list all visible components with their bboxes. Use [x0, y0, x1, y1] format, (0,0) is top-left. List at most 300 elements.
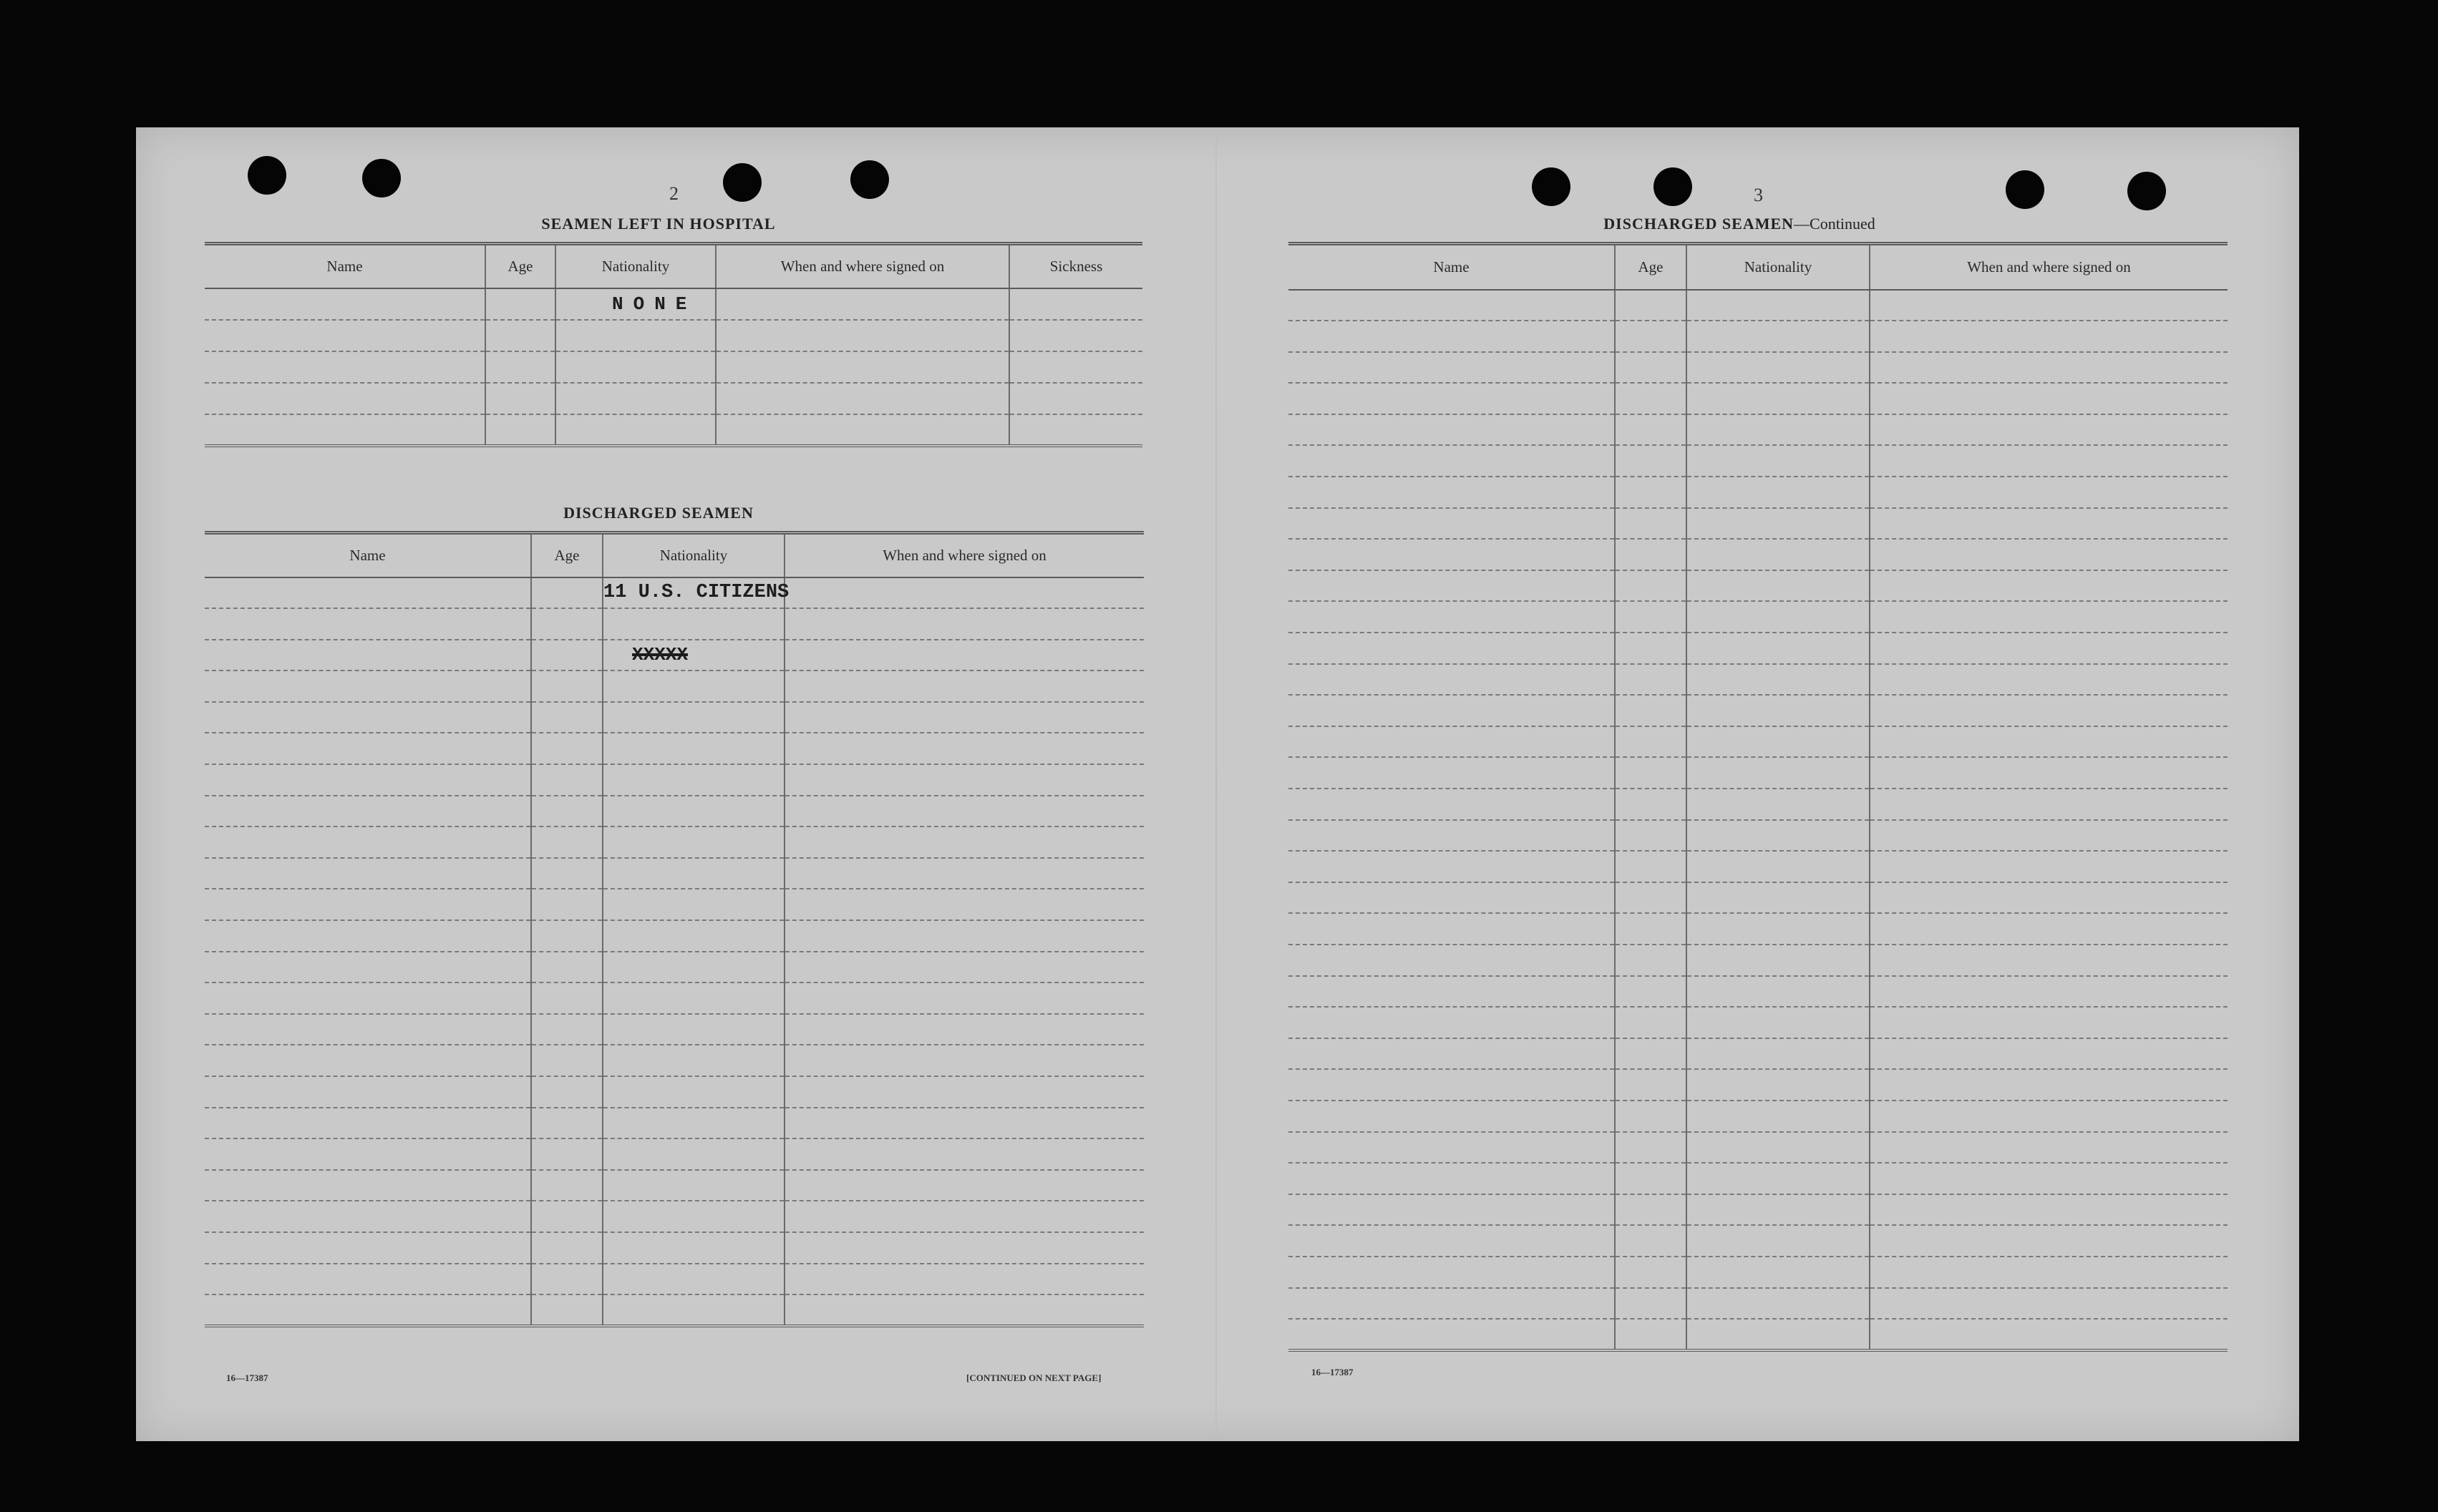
ledger-cell: [1009, 351, 1142, 383]
ledger-cell: [1686, 1163, 1870, 1194]
table-row: [1288, 913, 2228, 945]
ledger-cell: [1686, 445, 1870, 477]
ledger-cell: [1615, 352, 1686, 384]
col-header-signed-on: When and where signed on: [1870, 244, 2228, 290]
ledger-cell: [1870, 1194, 2228, 1226]
ledger-cell: [531, 670, 603, 702]
ledger-cell: [1288, 820, 1615, 852]
ledger-cell: [531, 577, 603, 609]
ledger-cell: [1288, 1007, 1615, 1038]
ledger-cell: [1615, 633, 1686, 664]
ledger-cell: [1870, 726, 2228, 758]
ledger-cell: [485, 288, 555, 320]
ledger-cell: [1615, 945, 1686, 976]
ledger-cell: [205, 1045, 531, 1076]
table-row: [205, 858, 1144, 889]
ledger-cell: [716, 414, 1009, 446]
table-row: [1288, 882, 2228, 914]
col-header-age: Age: [531, 533, 603, 577]
table-row: [1288, 414, 2228, 446]
ledger-cell: [785, 826, 1144, 858]
ledger-cell: [716, 383, 1009, 414]
ledger-cell: [1288, 695, 1615, 726]
ledger-cell: [1870, 664, 2228, 696]
ledger-cell: [1615, 601, 1686, 633]
ledger-cell: [603, 952, 785, 983]
ledger-cell: [785, 1170, 1144, 1201]
ledger-cell: [1686, 1101, 1870, 1132]
ledger-cell: [1615, 570, 1686, 602]
table-row: [1288, 976, 2228, 1008]
table-row: [1288, 820, 2228, 852]
ledger-cell: [1009, 288, 1142, 320]
ledger-cell: [1870, 1319, 2228, 1350]
ledger-cell: [785, 1201, 1144, 1232]
ledger-cell: [1686, 570, 1870, 602]
ledger-cell: [603, 640, 785, 671]
ledger-cell: [1288, 477, 1615, 508]
ledger-cell: [205, 1201, 531, 1232]
ledger-cell: [1686, 1007, 1870, 1038]
ledger-cell: [1288, 570, 1615, 602]
table-row: [205, 1138, 1144, 1170]
ledger-cell: [785, 796, 1144, 827]
ledger-cell: [531, 920, 603, 952]
ledger-cell: [1686, 601, 1870, 633]
table-row: [205, 952, 1144, 983]
ledger-cell: [485, 383, 555, 414]
form-number-left: 16—17387: [226, 1372, 268, 1383]
ledger-cell: [716, 351, 1009, 383]
ledger-cell: [531, 1108, 603, 1139]
ledger-cell: [785, 1232, 1144, 1264]
col-header-sickness: Sickness: [1009, 244, 1142, 288]
ledger-cell: [485, 320, 555, 351]
ledger-cell: [1686, 477, 1870, 508]
ledger-cell: [603, 733, 785, 764]
ledger-cell: [1870, 570, 2228, 602]
col-header-age: Age: [1615, 244, 1686, 290]
ledger-cell: [485, 414, 555, 446]
ledger-cell: [1870, 445, 2228, 477]
table-row: [205, 1108, 1144, 1139]
ledger-cell: [1870, 1257, 2228, 1288]
ledger-cell: [1615, 1225, 1686, 1257]
ledger-cell: [1288, 1257, 1615, 1288]
ledger-cell: [1870, 757, 2228, 789]
ledger-cell: [1615, 976, 1686, 1008]
ledger-cell: [785, 952, 1144, 983]
ledger-cell: [1686, 352, 1870, 384]
ledger-cell: [1870, 1288, 2228, 1320]
ledger-cell: [1615, 726, 1686, 758]
table-row: [205, 1264, 1144, 1295]
ledger-cell: [205, 1232, 531, 1264]
document-sheet: [136, 127, 2299, 1441]
ledger-cell: [1870, 477, 2228, 508]
ledger-cell: [785, 608, 1144, 640]
table-row: [205, 920, 1144, 952]
continued-note: [CONTINUED ON NEXT PAGE]: [966, 1372, 1102, 1383]
ledger-cell: [785, 702, 1144, 733]
ledger-cell: [1686, 789, 1870, 820]
ledger-cell: [205, 796, 531, 827]
ledger-cell: [785, 733, 1144, 764]
ledger-cell: [603, 826, 785, 858]
ledger-cell: [205, 1108, 531, 1139]
form-number-right: 16—17387: [1311, 1367, 1354, 1377]
ledger-cell: [1288, 508, 1615, 540]
table-row: [1288, 445, 2228, 477]
ledger-cell: [1686, 882, 1870, 914]
col-header-signed-on: When and where signed on: [716, 244, 1009, 288]
discharged-title-main: DISCHARGED SEAMEN: [1603, 215, 1794, 233]
ledger-cell: [603, 796, 785, 827]
punch-hole: [1653, 167, 1692, 206]
ledger-cell: [1870, 601, 2228, 633]
table-row: [205, 826, 1144, 858]
ledger-cell: [1686, 851, 1870, 882]
ledger-cell: [1686, 820, 1870, 852]
ledger-cell: [716, 288, 1009, 320]
table-row: [205, 733, 1144, 764]
ledger-cell: [205, 1170, 531, 1201]
table-row: [1288, 695, 2228, 726]
ledger-cell: [603, 1201, 785, 1232]
ledger-cell: [785, 982, 1144, 1014]
ledger-cell: [531, 858, 603, 889]
ledger-cell: [531, 1045, 603, 1076]
ledger-cell: [1686, 757, 1870, 789]
ledger-cell: [1686, 383, 1870, 414]
ledger-cell: [1686, 1319, 1870, 1350]
table-row: [205, 764, 1144, 796]
punch-hole: [2127, 172, 2166, 210]
table-row: [1288, 1194, 2228, 1226]
ledger-cell: [531, 982, 603, 1014]
ledger-cell: [1870, 414, 2228, 446]
table-row: [205, 608, 1144, 640]
ledger-cell: [1686, 633, 1870, 664]
table-row: [1288, 633, 2228, 664]
ledger-cell: [1870, 508, 2228, 540]
ledger-cell: [205, 764, 531, 796]
ledger-cell: [785, 1138, 1144, 1170]
ledger-cell: [1686, 664, 1870, 696]
table-row: [1288, 664, 2228, 696]
table-row: [205, 640, 1144, 671]
ledger-cell: [1288, 383, 1615, 414]
punch-hole: [850, 160, 889, 199]
ledger-cell: [785, 640, 1144, 671]
ledger-cell: [1686, 1288, 1870, 1320]
table-row: [1288, 1288, 2228, 1320]
ledger-cell: [205, 577, 531, 609]
ledger-cell: [1288, 633, 1615, 664]
table-row: [1288, 757, 2228, 789]
ledger-cell: [1288, 1194, 1615, 1226]
ledger-cell: [1288, 414, 1615, 446]
typed-entry-struck: XXXXX: [632, 644, 689, 666]
ledger-cell: [531, 702, 603, 733]
ledger-cell: [1870, 1163, 2228, 1194]
table-row: [1288, 1225, 2228, 1257]
ledger-cell: [531, 1014, 603, 1045]
header-row: [205, 244, 1142, 288]
ledger-cell: [1870, 882, 2228, 914]
ledger-cell: [1288, 851, 1615, 882]
ledger-cell: [1288, 321, 1615, 352]
table-row: [205, 670, 1144, 702]
col-header-nationality: Nationality: [555, 244, 716, 288]
ledger-cell: [603, 1170, 785, 1201]
ledger-cell: [785, 670, 1144, 702]
table-row: [1288, 1163, 2228, 1194]
ledger-cell: [205, 1138, 531, 1170]
ledger-cell: [1615, 1163, 1686, 1194]
ledger-cell: [205, 608, 531, 640]
ledger-cell: [555, 351, 716, 383]
ledger-cell: [1686, 1038, 1870, 1070]
discharged-title-cont: —Continued: [1794, 215, 1875, 233]
discharged-continued-title: [1546, 215, 1933, 233]
ledger-cell: [1288, 1038, 1615, 1070]
col-header-nationality: Nationality: [1686, 244, 1870, 290]
ledger-cell: [531, 608, 603, 640]
ledger-cell: [1870, 1225, 2228, 1257]
ledger-cell: [205, 1076, 531, 1108]
table-row: [1288, 508, 2228, 540]
ledger-cell: [1009, 414, 1142, 446]
ledger-cell: [1870, 633, 2228, 664]
table-row: [205, 702, 1144, 733]
ledger-cell: [531, 889, 603, 920]
ledger-cell: [1615, 1069, 1686, 1101]
ledger-cell: [205, 383, 485, 414]
ledger-cell: [1288, 726, 1615, 758]
ledger-cell: [1288, 601, 1615, 633]
ledger-cell: [1288, 976, 1615, 1008]
ledger-cell: [1870, 1038, 2228, 1070]
ledger-cell: [531, 1264, 603, 1295]
ledger-cell: [603, 1294, 785, 1326]
ledger-cell: [1870, 851, 2228, 882]
punch-hole: [2006, 170, 2044, 209]
ledger-cell: [531, 1232, 603, 1264]
ledger-cell: [205, 952, 531, 983]
ledger-cell: [603, 608, 785, 640]
table-row: [1288, 789, 2228, 820]
ledger-cell: [1870, 383, 2228, 414]
ledger-cell: [555, 320, 716, 351]
ledger-cell: [1870, 1101, 2228, 1132]
ledger-cell: [531, 796, 603, 827]
table-row: [205, 1170, 1144, 1201]
ledger-cell: [1288, 539, 1615, 570]
table-row: [1288, 570, 2228, 602]
ledger-cell: [1288, 1319, 1615, 1350]
ledger-cell: [603, 764, 785, 796]
ledger-cell: [1870, 789, 2228, 820]
ledger-cell: [531, 764, 603, 796]
table-row: [1288, 601, 2228, 633]
ledger-cell: [531, 733, 603, 764]
col-header-age: Age: [485, 244, 555, 288]
page-fold: [1215, 127, 1217, 1441]
table-row: [205, 577, 1144, 609]
ledger-cell: [1288, 445, 1615, 477]
table-row: [205, 1294, 1144, 1326]
table-row: [1288, 1257, 2228, 1288]
ledger-cell: [603, 920, 785, 952]
col-header-name: Name: [205, 533, 531, 577]
ledger-cell: [1615, 757, 1686, 789]
ledger-cell: [1288, 913, 1615, 945]
table-row: [1288, 352, 2228, 384]
ledger-cell: [716, 320, 1009, 351]
ledger-cell: [1686, 508, 1870, 540]
ledger-cell: [205, 1264, 531, 1295]
page-number-left: 2: [669, 183, 679, 204]
header-row: [1288, 244, 2228, 290]
ledger-cell: [603, 1232, 785, 1264]
punch-hole: [248, 156, 286, 195]
ledger-cell: [1686, 726, 1870, 758]
ledger-cell: [1288, 1288, 1615, 1320]
ledger-cell: [1288, 1132, 1615, 1164]
ledger-cell: [603, 1076, 785, 1108]
table-row: [205, 351, 1142, 383]
ledger-cell: [531, 1170, 603, 1201]
ledger-cell: [785, 577, 1144, 609]
ledger-cell: [603, 889, 785, 920]
table-row: [205, 383, 1142, 414]
ledger-cell: [205, 1014, 531, 1045]
ledger-cell: [1870, 539, 2228, 570]
ledger-cell: [1615, 1257, 1686, 1288]
ledger-cell: [1615, 664, 1686, 696]
ledger-cell: [1686, 290, 1870, 321]
discharged-table-right: [1288, 242, 2228, 1352]
ledger-cell: [205, 640, 531, 671]
ledger-cell: [205, 320, 485, 351]
table-row: [205, 889, 1144, 920]
ledger-cell: [1615, 445, 1686, 477]
col-header-name: Name: [1288, 244, 1615, 290]
table-row: [205, 288, 1142, 320]
table-row: [1288, 1101, 2228, 1132]
table-row: [205, 1232, 1144, 1264]
ledger-cell: [785, 889, 1144, 920]
ledger-cell: [1615, 882, 1686, 914]
ledger-cell: [205, 826, 531, 858]
ledger-cell: [1615, 820, 1686, 852]
ledger-cell: [1288, 757, 1615, 789]
ledger-cell: [205, 858, 531, 889]
table-row: [205, 1201, 1144, 1232]
ledger-cell: [1686, 414, 1870, 446]
ledger-cell: [603, 1264, 785, 1295]
ledger-cell: [531, 1076, 603, 1108]
ledger-cell: [1615, 913, 1686, 945]
ledger-cell: [205, 733, 531, 764]
col-header-nationality: Nationality: [603, 533, 785, 577]
ledger-cell: [555, 383, 716, 414]
ledger-cell: [1615, 789, 1686, 820]
ledger-cell: [531, 1201, 603, 1232]
ledger-cell: [1870, 1132, 2228, 1164]
ledger-cell: [1615, 477, 1686, 508]
ledger-cell: [531, 640, 603, 671]
ledger-cell: [205, 920, 531, 952]
ledger-cell: [1686, 539, 1870, 570]
ledger-cell: [785, 920, 1144, 952]
ledger-cell: [1615, 539, 1686, 570]
ledger-cell: [785, 1108, 1144, 1139]
ledger-cell: [205, 982, 531, 1014]
ledger-cell: [785, 1076, 1144, 1108]
ledger-cell: [531, 826, 603, 858]
ledger-cell: [1615, 1007, 1686, 1038]
ledger-cell: [1288, 290, 1615, 321]
ledger-cell: [1870, 1069, 2228, 1101]
ledger-cell: [1870, 945, 2228, 976]
ledger-cell: [785, 1014, 1144, 1045]
ledger-cell: [785, 1045, 1144, 1076]
ledger-cell: [1615, 1101, 1686, 1132]
ledger-cell: [603, 1108, 785, 1139]
ledger-cell: [531, 1138, 603, 1170]
ledger-cell: [205, 351, 485, 383]
ledger-cell: [1288, 1163, 1615, 1194]
ledger-cell: [1288, 1069, 1615, 1101]
ledger-cell: [1615, 383, 1686, 414]
table-row: [1288, 851, 2228, 882]
ledger-cell: [1615, 290, 1686, 321]
ledger-cell: [531, 1294, 603, 1326]
ledger-cell: [603, 982, 785, 1014]
col-header-signed-on: When and where signed on: [785, 533, 1144, 577]
table-row: [205, 414, 1142, 446]
ledger-cell: [1615, 321, 1686, 352]
punch-hole: [362, 159, 401, 197]
ledger-cell: [603, 1138, 785, 1170]
ledger-cell: [603, 670, 785, 702]
ledger-cell: [1288, 1225, 1615, 1257]
ledger-cell: [603, 858, 785, 889]
ledger-cell: [1009, 383, 1142, 414]
ledger-cell: [1009, 320, 1142, 351]
ledger-cell: [1686, 321, 1870, 352]
ledger-cell: [1615, 851, 1686, 882]
hospital-section-title: SEAMEN LEFT IN HOSPITAL: [541, 215, 776, 233]
col-header-name: Name: [205, 244, 485, 288]
ledger-cell: [1288, 1101, 1615, 1132]
ledger-cell: [205, 702, 531, 733]
ledger-cell: [1686, 1132, 1870, 1164]
ledger-cell: [1870, 352, 2228, 384]
ledger-cell: [1870, 820, 2228, 852]
ledger-cell: [1686, 695, 1870, 726]
table-row: [1288, 1038, 2228, 1070]
ledger-cell: [1615, 695, 1686, 726]
table-row: [205, 982, 1144, 1014]
ledger-cell: [1870, 976, 2228, 1008]
typed-entry-citizens: 11 U.S. CITIZENS: [603, 577, 785, 609]
ledger-cell: [1615, 508, 1686, 540]
table-row: [205, 796, 1144, 827]
ledger-cell: [1686, 976, 1870, 1008]
